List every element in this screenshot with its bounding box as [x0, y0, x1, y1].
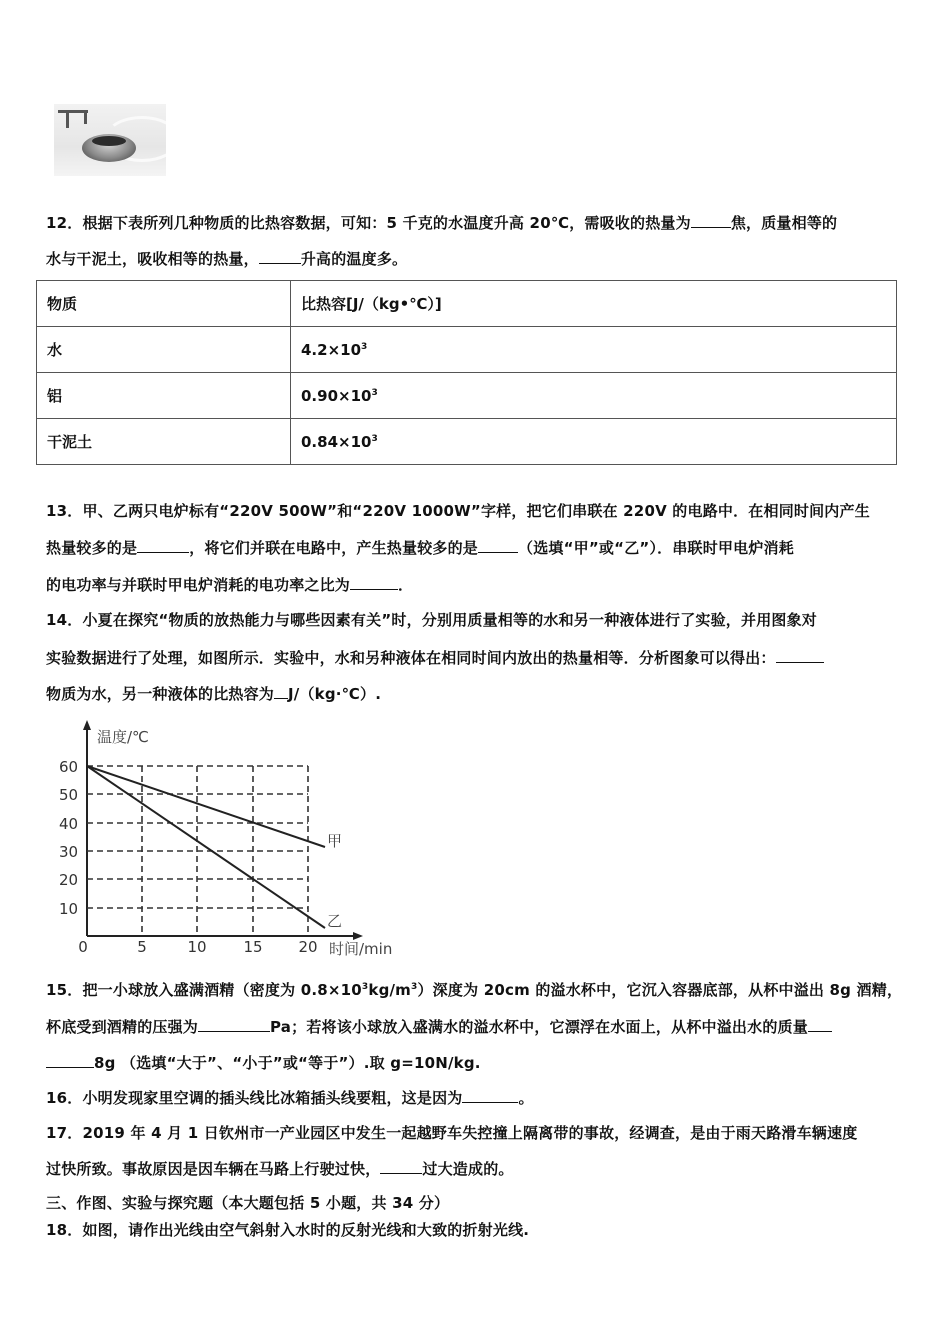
- question-18-line-1: 18．如图，请作出光线由空气斜射入水时的反射光线和大致的折射光线.: [46, 1221, 530, 1239]
- series-yi-line: [87, 766, 325, 928]
- answer-blank[interactable]: [46, 1052, 94, 1068]
- question-15-line-2: 杯底受到酒精的压强为 Pa；若将该小球放入盛满水的溢水杯中，它漂浮在水面上，从杯中溢出水的质量: [46, 1016, 832, 1037]
- table-row: 干泥土 $0.84\times 10^3$: [37, 419, 897, 465]
- svg-text:30: 30: [59, 843, 79, 861]
- series-lines: [87, 766, 325, 928]
- question-16-line-1: 16．小明发现家里空调的插头线比冰箱插头线要粗，这是因为 。: [46, 1089, 534, 1107]
- question-12-line-2: 水与干泥土，吸收相等的热量， 升高的温度多。: [46, 250, 408, 268]
- series-jia-label: 甲: [327, 832, 343, 850]
- chart-svg: [55, 718, 410, 958]
- answer-blank[interactable]: [808, 1016, 832, 1032]
- question-12-line-1: 12．根据下表所列几种物质的比热容数据，可知：5 千克的水温度升高 20℃，需吸收的热量为 焦，质量相等的: [46, 214, 838, 232]
- answer-blank[interactable]: [259, 248, 301, 264]
- svg-text:60: 60: [59, 758, 79, 776]
- svg-text:10: 10: [59, 900, 79, 918]
- header-substance: 物质: [37, 281, 291, 327]
- svg-text:50: 50: [59, 786, 79, 804]
- x-axis-arrow-icon: [353, 932, 363, 940]
- question-13-line-2: 热量较多的是 ，将它们并联在电路中，产生热量较多的是 （选填“甲”或“乙”）．串联时甲电炉消耗: [46, 539, 794, 557]
- temperature-time-chart: [55, 718, 410, 958]
- table-leg-shape: [66, 110, 69, 128]
- series-jia-line: [87, 766, 325, 847]
- svg-text:5: 5: [137, 938, 147, 956]
- answer-blank[interactable]: [776, 647, 824, 663]
- answer-blank[interactable]: [274, 683, 288, 699]
- answer-blank[interactable]: [462, 1087, 518, 1103]
- svg-text:0: 0: [78, 938, 88, 956]
- svg-text:10: 10: [187, 938, 207, 956]
- svg-text:40: 40: [59, 815, 79, 833]
- question-13-line-3: 的电功率与并联时甲电炉消耗的电功率之比为 ．: [46, 576, 414, 594]
- y-axis-arrow-icon: [83, 720, 91, 730]
- table-row: 铝 $0.90\times 10^3$: [37, 373, 897, 419]
- table-leg-shape: [84, 110, 87, 124]
- section-3-title: 三、作图、实验与探究题（本大题包括 5 小题，共 34 分）: [46, 1194, 450, 1212]
- grid-lines: [87, 766, 308, 936]
- svg-text:15: 15: [243, 938, 263, 956]
- question-14-line-1: 14．小夏在探究“物质的放热能力与哪些因素有关”时，分别用质量相等的水和另一种液体进行了实验，并用图象对: [46, 611, 817, 629]
- y-axis-label: 温度/℃: [97, 728, 149, 746]
- answer-blank[interactable]: [198, 1016, 270, 1032]
- answer-blank[interactable]: [380, 1158, 422, 1174]
- table-row: 水 $4.2\times 10^3$: [37, 327, 897, 373]
- y-tick-labels: [59, 758, 78, 918]
- table-header-row: [37, 281, 897, 327]
- answer-blank[interactable]: [691, 212, 731, 228]
- header-specific-heat: 比热容[J/（kg•℃）]: [291, 281, 897, 327]
- series-yi-label: 乙: [327, 912, 343, 930]
- question-15-line-3: 8g （选填“大于”、“小于”或“等于”）.取 g=10N/kg.: [46, 1052, 481, 1073]
- question-15-line-1: 15．把一小球放入盛满酒精（密度为 $0.8\times 10^3kg/m^3$）深度为 20cm 的溢水杯中，它沉入容器底部，从杯中溢出 8g 酒精，: [46, 981, 903, 999]
- question-17-line-2: 过快所致。事故原因是因车辆在马路上行驶过快， 过大造成的。: [46, 1160, 514, 1178]
- answer-blank[interactable]: [478, 537, 518, 553]
- robot-vacuum-image: [54, 104, 166, 176]
- svg-text:20: 20: [59, 871, 79, 889]
- question-17-line-1: 17．2019 年 4 月 1 日钦州市一产业园区中发生一起越野车失控撞上隔离带的事故，经调查，是由于雨天路滑车辆速度: [46, 1124, 858, 1142]
- axes: [87, 726, 355, 936]
- answer-blank[interactable]: [137, 537, 189, 553]
- question-14-line-2: 实验数据进行了处理，如图所示．实验中，水和另种液体在相同时间内放出的热量相等．分析图象可以得出：: [46, 647, 824, 668]
- x-axis-label: 时间/min: [329, 940, 393, 958]
- specific-heat-table: [36, 280, 897, 465]
- x-tick-labels: [78, 938, 317, 956]
- question-13-line-1: 13．甲、乙两只电炉标有“220V 500W”和“220V 1000W”字样，把它们串联在 220V 的电路中．在相同时间内产生: [46, 502, 870, 520]
- question-14-line-3: 物质为水，另一种液体的比热容为 J/（kg·℃）.: [46, 685, 382, 703]
- svg-text:20: 20: [298, 938, 318, 956]
- answer-blank[interactable]: [350, 574, 398, 590]
- robot-top-shape: [92, 136, 126, 146]
